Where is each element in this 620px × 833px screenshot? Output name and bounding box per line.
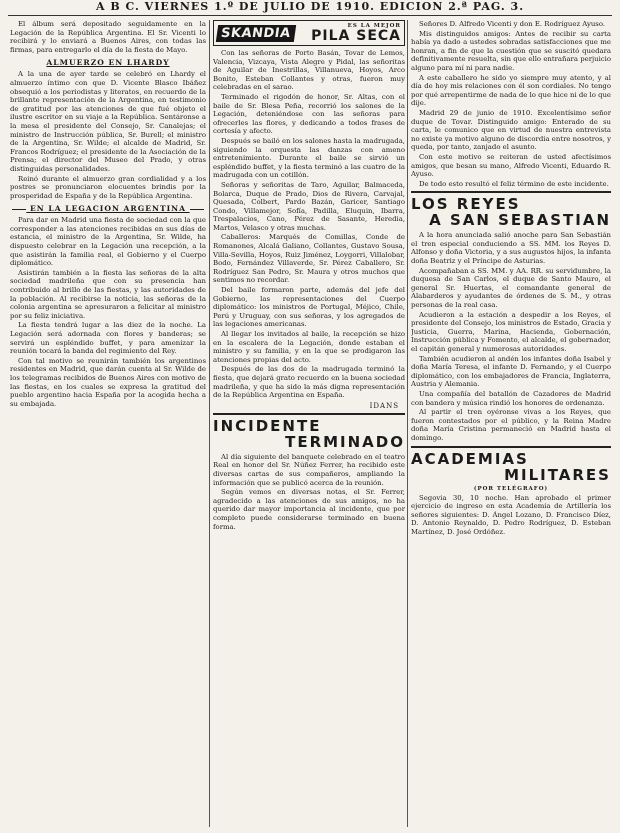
header-rule	[8, 15, 612, 16]
col3-paragraph: Señores D. Alfredo Vicenti y don E. Rodríguez Ayuso.	[419, 20, 606, 28]
subheading-legacion	[10, 204, 206, 213]
col1-paragraph: Reinó durante el almuerzo gran cordialidad y a los postres se pronunciaron elocuentes brindis por la prosperidad de España y de la República Argentina.	[10, 174, 206, 200]
col3-paragraph: Al partir el tren oyéronse vivas a los Reyes, que fueron contestados por el público, y la Reina Madre doña María Cristina permaneció en Madrid hasta el domingo.	[411, 408, 611, 442]
headline-san-sebastian: A SAN SEBASTIAN	[429, 211, 611, 230]
byline-telegrafo: (POR TELÉGRAFO)	[473, 485, 549, 492]
col2-paragraph: Después se bailó en los salones hasta la madrugada, siguiendo la orquesta las danzas con ameno entretenimiento. Durante el baile se sirvió un espléndido buffet, y la fiesta terminó a las cuatro de la madrugada con un cotillón.	[213, 136, 405, 180]
ad-tagline: ES LA MEJOR	[347, 23, 401, 29]
col2-paragraph: Según vemos en diversas notas, el Sr. Ferrer, agradecido a las atenciones de sus amigos, no ha querido dar mayor importancia al incidente, que por completo puede considerarse terminado en buena forma.	[213, 488, 405, 531]
page-header: A B C. VIERNES 1.º DE JULIO DE 1910. EDICION 2.ª PAG. 3.	[95, 0, 525, 13]
headline-terminado: TERMINADO	[285, 432, 405, 451]
col1-paragraph: La fiesta tendrá lugar a las diez de la noche. La Legación será adornada con flores y banderas; se servirá un espléndido buffet, y para amenizar la reunión tocará la banda del regimiento del Rey.	[10, 321, 206, 356]
article-signature: IDANS	[369, 401, 399, 410]
col3-paragraph: Segovia 30, 10 noche. Han aprobado el primer ejercicio de ingreso en esta Academia de Artillería los señores siguientes: D. Ángel Lozano, D. Francisco Díez, D. Antonio Reynaldo, D. Pedro Rodríguez, D. Esteban Martínez, D. José Ordóñez.	[411, 493, 611, 536]
col2-paragraph: Del baile formaron parte, además del jefe del Gobierno, las representaciones del Cuerpo diplomático: los ministros de Portugal, Méjico, Chile, Perú y Uruguay, con sus señoras, y los agregados de las legaciones americanas.	[213, 286, 405, 329]
column-1	[10, 20, 206, 825]
col1-paragraph: A la una de ayer tarde se celebró en Lhardy el almuerzo íntimo con que D. Vicente Blasco Ibáñez obsequió a los periodistas y literatos, en recuerdo de la brillante representación de la Argentina, en testimonio de gratitud por las atenciones de que fué objeto el ilustre escritor en su viaje a la República. Sentáronse a la mesa el presidente del Consejo, Sr. Canalejas; el ministro de Instrucción pública, Sr. Burell; el ministro de la Argentina, Sr. Wilde; el alcalde de Madrid, Sr. Francos Rodríguez; el presidente de la Asociación de la Prensa; el director del Museo del Prado, y otras distinguidas personalidades.	[10, 70, 206, 173]
section-rule	[213, 413, 405, 415]
col1-paragraph: El álbum será depositado seguidamente en la Legación de la República Argentina. El Sr. Vicenti lo recibirá y lo enviará a Buenos Aires, con todas las firmas, para entregarlo el día de la fiesta de Mayo.	[10, 20, 206, 54]
col3-paragraph: Mis distinguidos amigos: Antes de recibir su carta había ya dado a ustedes sobradas satisfacciones que me honran, a fin de que la cuestión que se suscitó quedara definitivamente resuelta, sin que ello entrañara perjuicio alguno para mí ni para nadie.	[411, 29, 611, 72]
col3-paragraph: A este caballero he sido yo siempre muy atento, y al día de hoy mis relaciones con él son cordiales. No tengo por qué arrepentirme de nada de lo que hice ni de lo que dije.	[411, 73, 611, 108]
subheading-almuerzo: ALMUERZO EN LHARDY	[46, 58, 170, 68]
column-2	[213, 20, 405, 825]
col3-paragraph: Acudieron a la estación a despedir a los Reyes, el presidente del Consejo, los ministros de Estado, Gracia y Justicia, Guerra, Marina, Hacienda, Gobernación, Instrucción pública y Fomento, el alcalde, el gobernador, el capitán general y numerosas autoridades.	[411, 310, 611, 353]
section-rule	[411, 191, 611, 193]
headline-incidente: INCIDENTE	[213, 416, 322, 435]
decorative-dash	[190, 209, 204, 210]
col2-paragraph: Al llegar los invitados al baile, la recepción se hizo en la escalera de la Legación, donde estaban el ministro y su familia, y en la que se prodigaron las atenciones propias del acto.	[213, 330, 405, 364]
col2-paragraph: Después de las dos de la madrugada terminó la fiesta, que dejará grato recuerdo en la buena sociedad madrileña, y que ha sido la más digna representación de la República Argentina en España.	[213, 365, 405, 400]
col1-paragraph: Con tal motivo se reunirán también los argentinos residentes en Madrid, que darán cuenta al Sr. Wilde de los telegramas recibidos de Buenos Aires con motivo de las fiestas, en los cuales se expresa la gratitud del pueblo argentino hacia España por la acogida hecha a su embajada.	[10, 356, 206, 408]
col1-paragraph: Para dar en Madrid una fiesta de sociedad con la que corresponder a las atenciones recibidas en sus días de estancia, el ministro de la Argentina, Sr. Wilde, ha dispuesto celebrar en la Legación una recepción, a la que asistirán la familia real, el Gobierno y el Cuerpo diplomático.	[10, 216, 206, 268]
headline-academias: ACADEMIAS	[411, 449, 529, 468]
col3-paragraph: Una compañía del batallón de Cazadores de Madrid con bandera y música rindió los honores de ordenanza.	[411, 389, 611, 407]
headline-los-reyes: LOS REYES	[411, 195, 521, 214]
skandia-advertisement	[213, 20, 405, 46]
ad-logo: SKANDIA	[216, 25, 296, 42]
col2-paragraph: Señoras y señoritas de Taro, Aguilar, Balmaceda, Bolarca, Duque de Prado, Dios de Rivera, Carvajal, Quesada, Colbert, Pardo Bazán, Garicer, Santiago Condo, Villamejor, Sofía, Padilla, Eluquin, Ibarra, Trespalacios, Cano, Pérez de Sasante, Heredia, Martos, Velasco y otras muchas.	[213, 180, 405, 232]
ad-product: PILA SECA	[311, 28, 401, 44]
col2-paragraph: Al día siguiente del banquete celebrado en el teatro Real en honor del Sr. Núñez Ferrer, ha recibido este diversas cartas de sus compañeros, ampliando la información que se publicó acerca de la reunión.	[213, 452, 405, 487]
col2-paragraph: Caballeros: Marqués de Comillas, Conde de Romanones, Alcalá Galiano, Collantes, Gustavo Sousa, Villa-Sevilla, Hoyos, Ruiz Jiménez, Loygorri, Villalobar, Bodo, Fernández Villaverde, Sr. Pérez Caballero, Sr. Rodríguez San Pedro, Sr. Maura y otros muchos que sentimos no recordar.	[213, 233, 405, 285]
col2-paragraph: Terminado el rigodón de honor, Sr. Altas, con el baile de Sr. Blesa Peña, recorrió los salones de la Legación, deteniéndose con las señoras para ofrecerles las flores, y dedicando a todos frases de cortesía y afecto.	[213, 92, 405, 136]
col3-paragraph: Con este motivo se reiteran de usted afectísimos amigos, que besan su mano, Alfredo Vicenti, Eduardo R. Ayuso.	[411, 152, 611, 179]
ad-text	[295, 23, 401, 43]
headline-militares: MILITARES	[504, 465, 611, 484]
col1-paragraph: Asistirán también a la fiesta las señoras de la alta sociedad madrileña que con su presencia han contribuido al brillo de las fiestas, y las autoridades de la población. Al recibirse la noticia, las señoras de la colonia argentina se apresuraron a felicitar al ministro por su feliz iniciativa.	[10, 268, 206, 320]
col3-paragraph: A la hora anunciada salió anoche para San Sebastián el tren especial conduciendo a SS. MM. los Reyes D. Alfonso y doña Victoria, y a sus augustos hijos, la infanta doña Beatriz y el Príncipe de Asturias.	[411, 231, 611, 266]
section-rule	[411, 446, 611, 448]
col3-paragraph: También acudieron al andén los infantes doña Isabel y doña María Teresa, el infante D. Fernando, y el Cuerpo diplomático, con los embajadores de Francia, Inglaterra, Austria y Alemania.	[411, 354, 611, 389]
col3-paragraph: Acompañaban a SS. MM. y AA. RR. su servidumbre, la duquesa de San Carlos, el duque de Santo Mauro, el general Sr. Huertas, el comandante general de Alabarderos y ayudantes de órdenes de S. M., y otras personas de la real casa.	[411, 266, 611, 310]
column-separator-2	[407, 20, 408, 827]
subheading-legacion-label: EN LA LEGACION ARGENTINA	[29, 204, 186, 214]
column-separator-1	[209, 20, 210, 827]
col3-paragraph: Madrid 29 de junio de 1910. Excelentísimo señor duque de Tovar. Distinguido amigo: Enterado de su carta, le comunico que en virtud de nuestra entrevista no existe ya motivo alguno de discordia entre nosotros, y queda, por tanto, zanjado el asunto.	[411, 108, 611, 152]
col3-paragraph: De todo esto resultó el feliz término de este incidente.	[419, 179, 609, 188]
col2-paragraph: Con las señoras de Porto Basán, Tovar de Lemos, Valencia, Vizcaya, Vista Alegre y Pidal, las señoritas de Aguilar de Inestrillas, Villanueva, Hoyos, Arco Bonito, Esteban Collantes y otras, fueron muy celebradas en el sarao.	[213, 49, 405, 92]
decorative-dash	[12, 209, 26, 210]
column-3	[411, 20, 611, 825]
